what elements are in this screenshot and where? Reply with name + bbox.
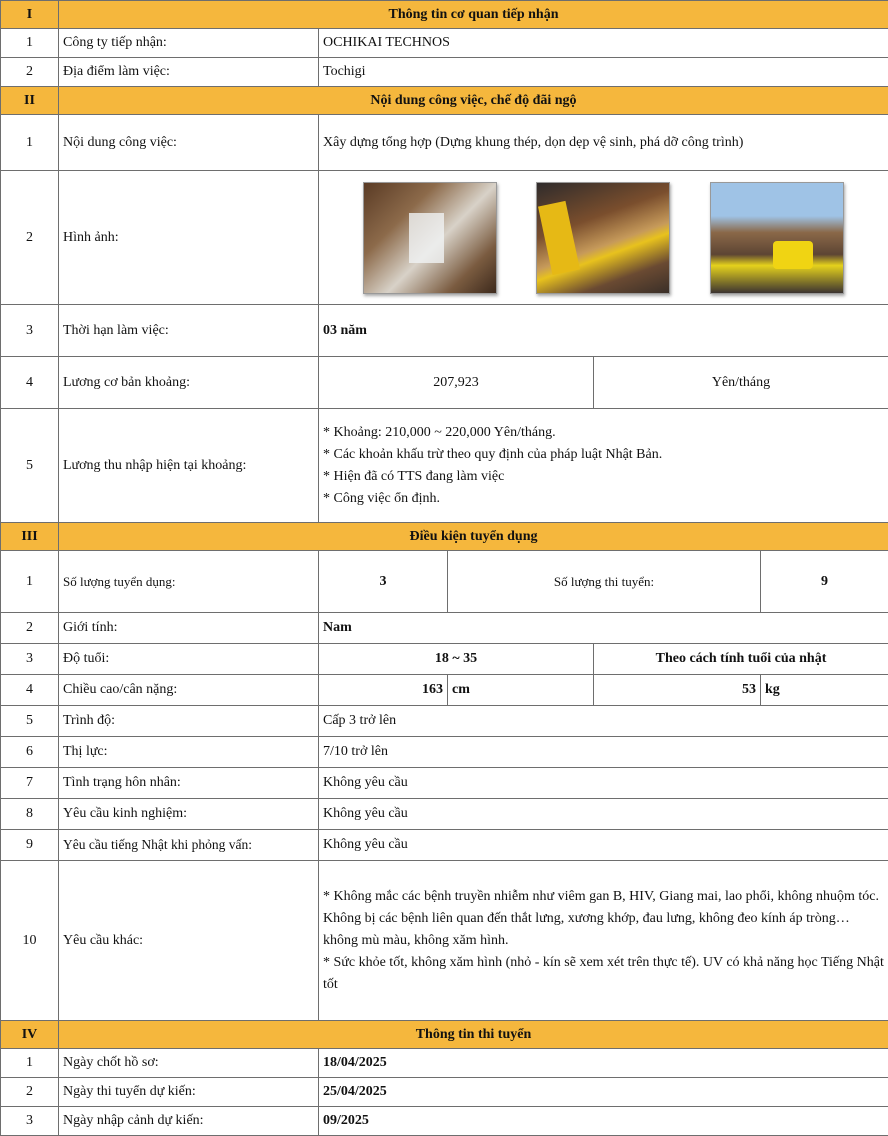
row-number: 5 (1, 706, 59, 737)
salary-value: 207,923 (319, 357, 594, 409)
other-requirements (319, 861, 888, 1021)
photo-demolition-site (710, 182, 844, 294)
row-label: Yêu cầu tiếng Nhật khi phỏng vấn: (59, 830, 319, 861)
table-row (1, 1049, 888, 1078)
photo-demolition-excavator (536, 182, 670, 294)
income-line: * Khoảng: 210,000 ~ 220,000 Yên/tháng. (323, 422, 884, 444)
row-value: Nam (319, 613, 888, 644)
section-title: Nội dung công việc, chế độ đãi ngộ (59, 87, 888, 115)
height-value: 163 (319, 675, 448, 706)
row-label: Địa điểm làm việc: (59, 58, 319, 87)
row-label: Hình ảnh: (59, 171, 319, 305)
photo-gallery (323, 182, 884, 294)
income-details (319, 409, 888, 523)
row-value: 09/2025 (319, 1107, 888, 1136)
row-number: 1 (1, 115, 59, 171)
row-label: Nội dung công việc: (59, 115, 319, 171)
row-number: 10 (1, 861, 59, 1021)
income-line: * Các khoản khấu trừ theo quy định của pháp luật Nhật Bản. (323, 444, 884, 466)
row-number: 2 (1, 58, 59, 87)
row-number: 1 (1, 29, 59, 58)
requirement-paragraph: * Không mắc các bệnh truyền nhiễm như viêm gan B, HIV, Giang mai, lao phổi, không nhuộm tóc. Không bị các bệnh liên quan đến thắt lưng, xương khớp, đau lưng, không đeo kính áp tròng…không mù màu, không xăm hình. (323, 886, 884, 952)
row-label: Yêu cầu khác: (59, 861, 319, 1021)
row-number: 2 (1, 171, 59, 305)
row-label: Ngày chốt hồ sơ: (59, 1049, 319, 1078)
table-row (1, 357, 888, 409)
row-value: Không yêu cầu (319, 799, 888, 830)
row-value: Cấp 3 trở lên (319, 706, 888, 737)
age-note: Theo cách tính tuổi của nhật (594, 644, 888, 675)
section-header-2 (1, 87, 888, 115)
section-title: Điều kiện tuyển dụng (59, 523, 888, 551)
row-number: 3 (1, 644, 59, 675)
row-label: Tình trạng hôn nhân: (59, 768, 319, 799)
table-row (1, 29, 888, 58)
income-line: * Công việc ổn định. (323, 488, 884, 510)
table-row (1, 551, 888, 613)
photo-building-interior (363, 182, 497, 294)
table-row (1, 613, 888, 644)
row-number: 4 (1, 675, 59, 706)
section-title: Thông tin thi tuyển (59, 1021, 888, 1049)
weight-unit: kg (761, 675, 888, 706)
row-label: Trình độ: (59, 706, 319, 737)
section-number: I (1, 1, 59, 29)
table-row (1, 861, 888, 1021)
row-label: Yêu cầu kinh nghiệm: (59, 799, 319, 830)
table-row (1, 799, 888, 830)
requirement-paragraph: * Sức khỏe tốt, không xăm hình (nhỏ - kín sẽ xem xét trên thực tế). UV có khả năng học Tiếng Nhật tốt (323, 952, 884, 996)
section-header-4 (1, 1021, 888, 1049)
section-number: IV (1, 1021, 59, 1049)
height-unit: cm (448, 675, 594, 706)
row-number: 3 (1, 1107, 59, 1136)
table-row (1, 409, 888, 523)
section-number: III (1, 523, 59, 551)
row-label: Giới tính: (59, 613, 319, 644)
table-row (1, 706, 888, 737)
row-value: 7/10 trở lên (319, 737, 888, 768)
row-number: 1 (1, 551, 59, 613)
row-number: 2 (1, 613, 59, 644)
row-number: 3 (1, 305, 59, 357)
row-label: Độ tuổi: (59, 644, 319, 675)
row-value: Xây dựng tổng hợp (Dựng khung thép, dọn dẹp vệ sinh, phá dỡ công trình) (319, 115, 888, 171)
row-number: 5 (1, 409, 59, 523)
table-row (1, 768, 888, 799)
table-row (1, 1078, 888, 1107)
recruit-count: 3 (319, 551, 448, 613)
table-row (1, 830, 888, 861)
exam-count: 9 (761, 551, 888, 613)
row-value: Không yêu cầu (319, 768, 888, 799)
table-row (1, 115, 888, 171)
row-number: 7 (1, 768, 59, 799)
row-value: OCHIKAI TECHNOS (319, 29, 888, 58)
row-label: Lương cơ bản khoảng: (59, 357, 319, 409)
row-value: 25/04/2025 (319, 1078, 888, 1107)
row-label: Ngày thi tuyển dự kiến: (59, 1078, 319, 1107)
table-row (1, 737, 888, 768)
row-number: 6 (1, 737, 59, 768)
row-number: 4 (1, 357, 59, 409)
row-number: 1 (1, 1049, 59, 1078)
row-number: 9 (1, 830, 59, 861)
exam-count-label: Số lượng thi tuyển: (448, 551, 761, 613)
table-row (1, 58, 888, 87)
row-value: Tochigi (319, 58, 888, 87)
row-label: Thị lực: (59, 737, 319, 768)
table-row (1, 171, 888, 305)
row-number: 8 (1, 799, 59, 830)
row-label: Chiều cao/cân nặng: (59, 675, 319, 706)
row-label: Thời hạn làm việc: (59, 305, 319, 357)
photo-cell (319, 171, 888, 305)
row-number: 2 (1, 1078, 59, 1107)
row-label: Ngày nhập cảnh dự kiến: (59, 1107, 319, 1136)
table-row (1, 675, 888, 706)
salary-unit: Yên/tháng (594, 357, 888, 409)
table-row (1, 644, 888, 675)
section-title: Thông tin cơ quan tiếp nhận (59, 1, 888, 29)
section-header-3 (1, 523, 888, 551)
table-row (1, 305, 888, 357)
age-range: 18 ~ 35 (319, 644, 594, 675)
income-line: * Hiện đã có TTS đang làm việc (323, 466, 884, 488)
row-value: 18/04/2025 (319, 1049, 888, 1078)
row-label: Lương thu nhập hiện tại khoảng: (59, 409, 319, 523)
section-number: II (1, 87, 59, 115)
row-value: Không yêu cầu (319, 830, 888, 861)
row-label: Công ty tiếp nhận: (59, 29, 319, 58)
row-value: 03 năm (319, 305, 888, 357)
section-header-1 (1, 1, 888, 29)
table-row (1, 1107, 888, 1136)
row-label: Số lượng tuyển dụng: (59, 551, 319, 613)
weight-value: 53 (594, 675, 761, 706)
